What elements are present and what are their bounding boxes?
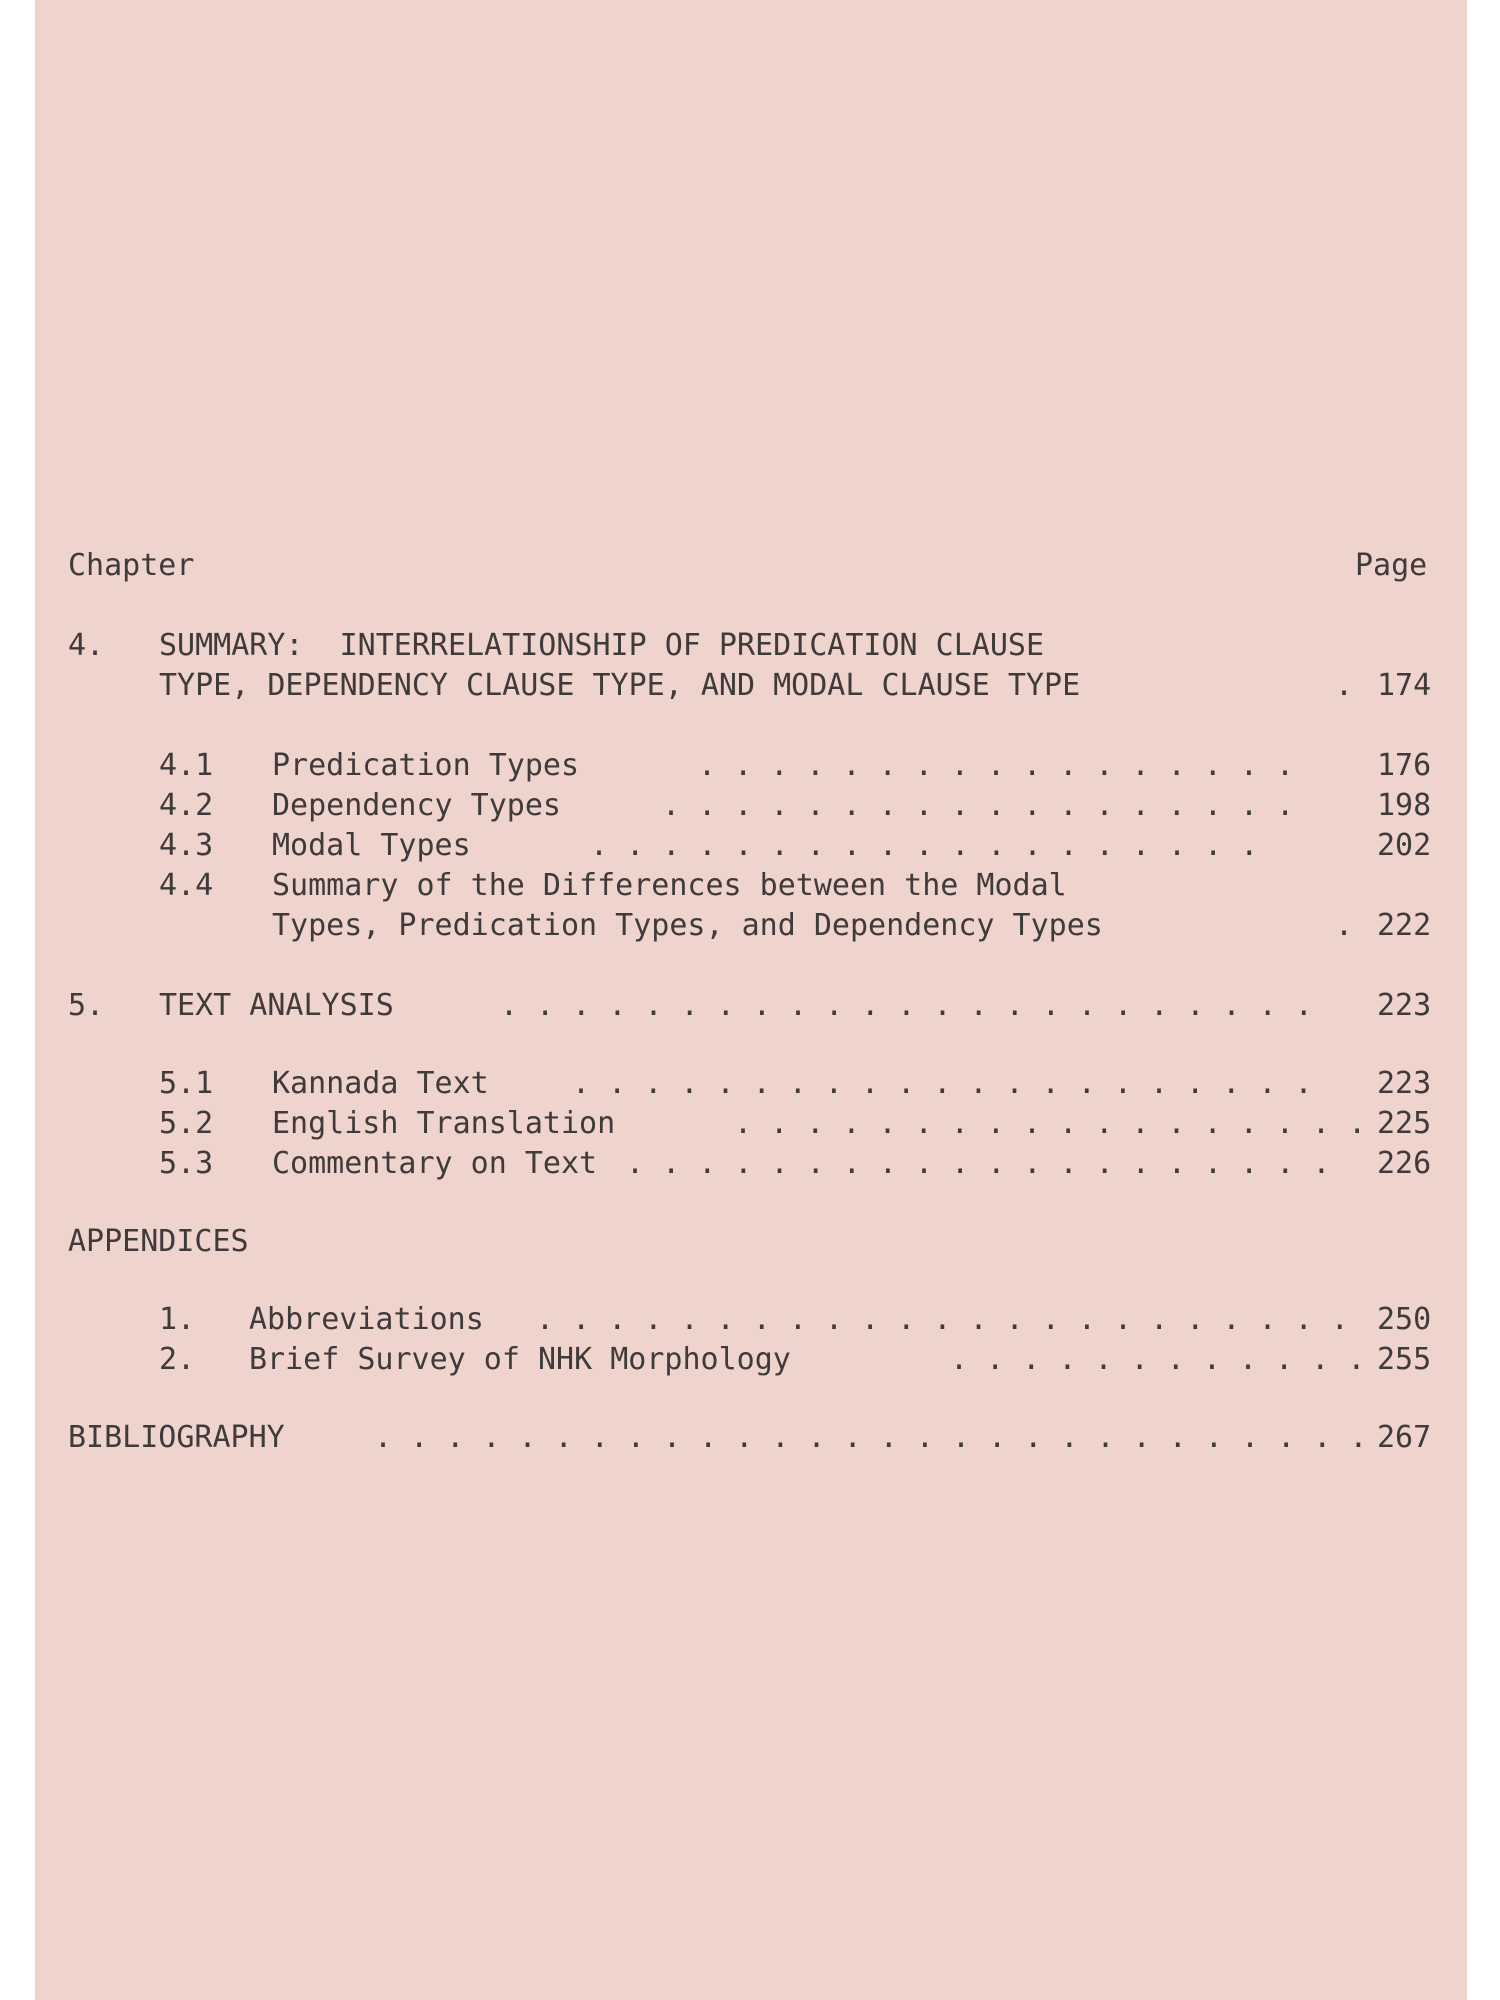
section-4-1-number: 4.1 bbox=[159, 748, 214, 783]
section-5-1-dot-leader: . . . . . . . . . . . . . . . . . . . . . bbox=[572, 1066, 1313, 1101]
section-5-1-page: 223 bbox=[1377, 1066, 1432, 1101]
chapter-column-header: Chapter bbox=[68, 548, 195, 583]
section-4-4-dot-leader: . bbox=[1335, 908, 1354, 943]
section-4-4-title-line1: Summary of the Differences between the Modal bbox=[272, 868, 1067, 903]
appendix-1-dot-leader: . . . . . . . . . . . . . . . . . . . . . . . bbox=[536, 1302, 1349, 1337]
appendix-1-title: Abbreviations bbox=[249, 1302, 484, 1337]
chapter-4-title-line1: SUMMARY: INTERRELATIONSHIP OF PREDICATION CLAUSE bbox=[159, 628, 1045, 663]
chapter-5-title: TEXT ANALYSIS bbox=[159, 988, 394, 1023]
bibliography-page: 267 bbox=[1377, 1420, 1432, 1455]
section-4-2-number: 4.2 bbox=[159, 788, 214, 823]
section-5-1-number: 5.1 bbox=[159, 1066, 214, 1101]
section-5-2-title: English Translation bbox=[272, 1106, 616, 1141]
appendix-2-number: 2. bbox=[159, 1342, 196, 1377]
chapter-4-title-line2: TYPE, DEPENDENCY CLAUSE TYPE, AND MODAL CLAUSE TYPE bbox=[159, 668, 1081, 703]
chapter-5-number: 5. bbox=[68, 988, 105, 1023]
section-4-4-page: 222 bbox=[1377, 908, 1432, 943]
appendix-2-title: Brief Survey of NHK Morphology bbox=[249, 1342, 791, 1377]
chapter-4-page: 174 bbox=[1377, 668, 1432, 703]
section-4-3-title: Modal Types bbox=[272, 828, 471, 863]
document-page bbox=[35, 0, 1467, 2000]
appendix-1-page: 250 bbox=[1377, 1302, 1432, 1337]
section-5-3-dot-leader: . . . . . . . . . . . . . . . . . . . . bbox=[626, 1146, 1331, 1181]
section-4-1-page: 176 bbox=[1377, 748, 1432, 783]
bibliography-dot-leader: . . . . . . . . . . . . . . . . . . . . . . . . . . . . bbox=[374, 1420, 1368, 1455]
section-4-1-dot-leader: . . . . . . . . . . . . . . . . . bbox=[698, 748, 1295, 783]
section-5-2-dot-leader: . . . . . . . . . . . . . . . . . . bbox=[734, 1106, 1367, 1141]
chapter-4-number: 4. bbox=[68, 628, 105, 663]
bibliography-title: BIBLIOGRAPHY bbox=[68, 1420, 285, 1455]
section-5-2-page: 225 bbox=[1377, 1106, 1432, 1141]
appendix-2-dot-leader: . . . . . . . . . . . . bbox=[950, 1342, 1366, 1377]
section-5-2-number: 5.2 bbox=[159, 1106, 214, 1141]
section-5-3-page: 226 bbox=[1377, 1146, 1432, 1181]
section-4-2-dot-leader: . . . . . . . . . . . . . . . . . . bbox=[662, 788, 1295, 823]
section-4-2-page: 198 bbox=[1377, 788, 1432, 823]
section-5-3-number: 5.3 bbox=[159, 1146, 214, 1181]
page-column-header: Page bbox=[1355, 548, 1428, 583]
appendix-1-number: 1. bbox=[159, 1302, 196, 1337]
chapter-4-dot-leader: . bbox=[1335, 668, 1354, 703]
section-4-4-title-line2: Types, Predication Types, and Dependency Types bbox=[272, 908, 1103, 943]
section-4-3-dot-leader: . . . . . . . . . . . . . . . . . . . bbox=[590, 828, 1259, 863]
section-5-3-title: Commentary on Text bbox=[272, 1146, 598, 1181]
section-4-2-title: Dependency Types bbox=[272, 788, 561, 823]
appendix-2-page: 255 bbox=[1377, 1342, 1432, 1377]
section-4-3-page: 202 bbox=[1377, 828, 1432, 863]
section-4-1-title: Predication Types bbox=[272, 748, 580, 783]
chapter-5-page: 223 bbox=[1377, 988, 1432, 1023]
section-5-1-title: Kannada Text bbox=[272, 1066, 489, 1101]
section-4-4-number: 4.4 bbox=[159, 868, 214, 903]
table-of-contents bbox=[35, 0, 1432, 2000]
chapter-5-dot-leader: . . . . . . . . . . . . . . . . . . . . . . . bbox=[500, 988, 1313, 1023]
appendices-heading: APPENDICES bbox=[68, 1224, 249, 1259]
section-4-3-number: 4.3 bbox=[159, 828, 214, 863]
